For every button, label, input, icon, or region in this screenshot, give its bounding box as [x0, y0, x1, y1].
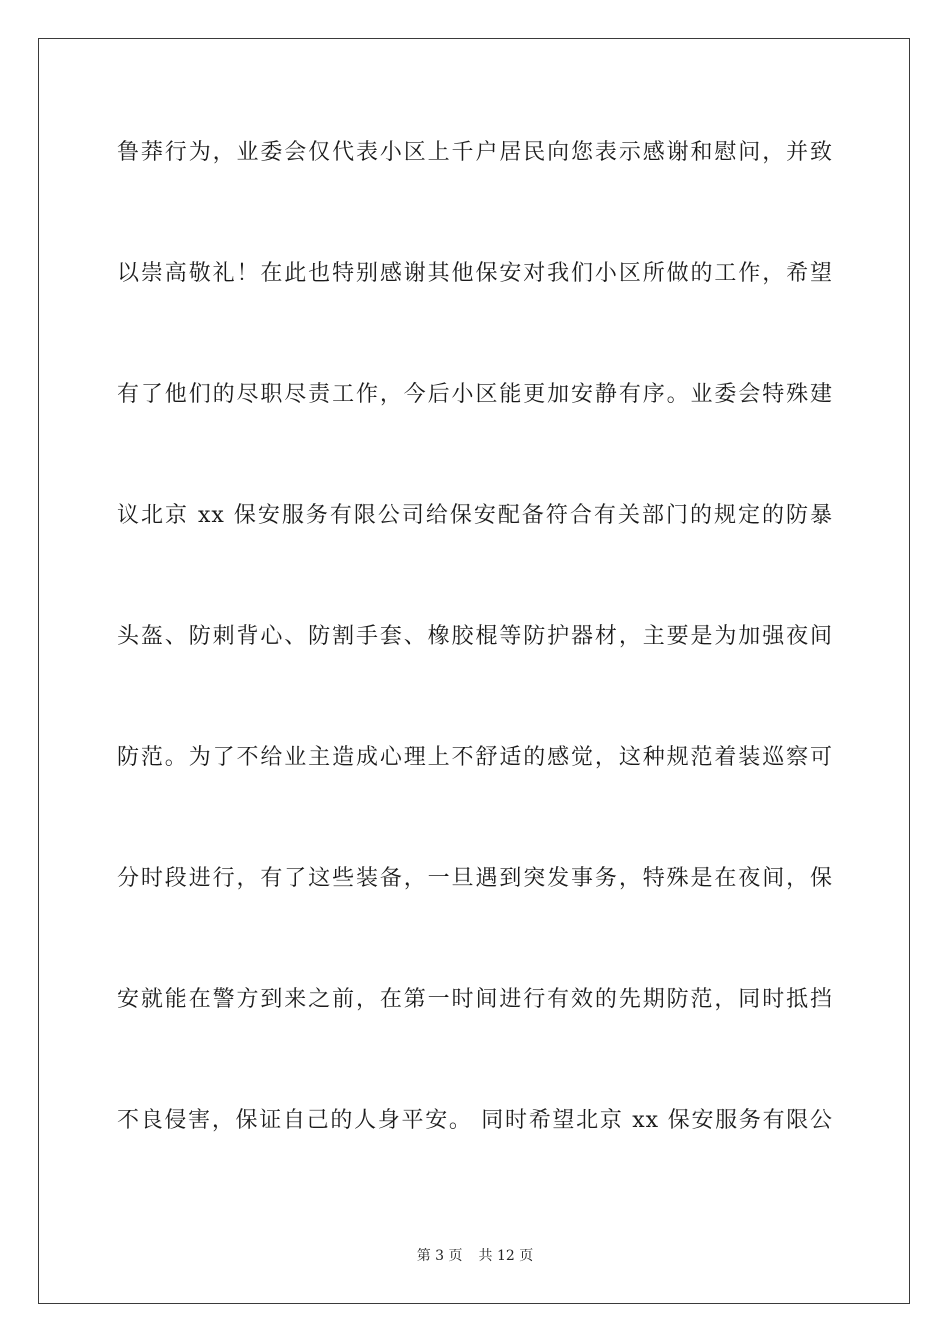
body-text-line: 不良侵害，保证自己的人身平安。 同时希望北京 xx 保安服务有限公	[117, 1108, 833, 1133]
body-text-line: 以崇高敬礼！在此也特别感谢其他保安对我们小区所做的工作，希望	[117, 261, 833, 286]
body-text-line: 鲁莽行为，业委会仅代表小区上千户居民向您表示感谢和慰问，并致	[117, 140, 833, 165]
body-text-line: 议北京 xx 保安服务有限公司给保安配备符合有关部门的规定的防暴	[117, 503, 833, 528]
page-number: 第 3 页	[416, 1248, 463, 1264]
body-text-line: 有了他们的尽职尽责工作，今后小区能更加安静有序。业委会特殊建	[117, 382, 833, 407]
body-text-line: 头盔、防刺背心、防割手套、橡胶棍等防护器材，主要是为加强夜间	[117, 624, 833, 649]
body-text-line: 防范。为了不给业主造成心理上不舒适的感觉，这种规范着装巡察可	[117, 745, 833, 770]
body-text-line: 安就能在警方到来之前，在第一时间进行有效的先期防范，同时抵挡	[117, 987, 833, 1012]
page-total: 共 12 页	[478, 1248, 534, 1264]
page-footer	[0, 1246, 950, 1266]
body-text-line: 分时段进行，有了这些装备，一旦遇到突发事务，特殊是在夜间，保	[117, 866, 833, 891]
